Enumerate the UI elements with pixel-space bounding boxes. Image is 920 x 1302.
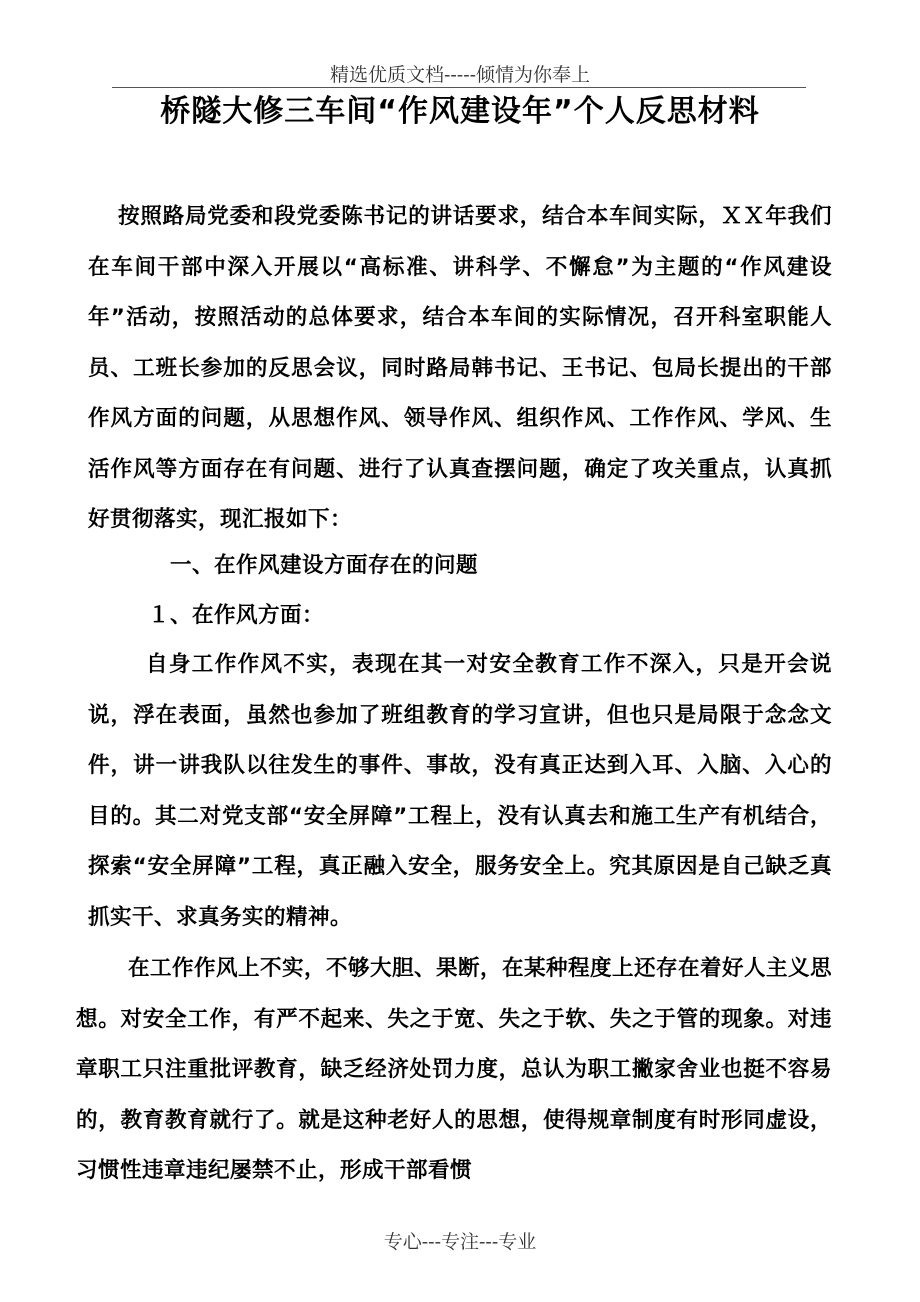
section-heading: 一、在作风建设方面存在的问题 [170, 553, 479, 578]
subsection-heading: １、在作风方面： [148, 603, 325, 628]
page-header: 精选优质文档-----倾情为你奉上 [329, 64, 591, 86]
intro-paragraph: 按照路局党委和段党委陈书记的讲话要求，结合本车间实际，ＸＸ年我们在车间干部中深入开展以“高标准、讲科学、不懈怠”为主题的“作风建设年”活动，按照活动的总体要求，结合本车间的实际情况，召开科室职能人员、工班长参加的反思会议，同时路局韩书记、王书记、包局长提出的干部作风方面的问题，从思想作风、领导作风、组织作风、工作作风、学风、生活作风等方面存在有问题、进行了认真查摆问题，确定了攻关重点，认真抓好贯彻落实，现汇报如下： [88, 204, 832, 532]
body-paragraph-2: 在工作作风上不实，不够大胆、果断，在某种程度上还存在着好人主义思想。对安全工作，有严不起来、失之于宽、失之于软、失之于管的现象。对违章职工只注重批评教育，缺乏经济处罚力度，总认为职工撇家舍业也挺不容易的，教育教育就行了。就是这种老好人的思想，使得规章制度有时形同虚设，习惯性违章违纪屡禁不止，形成干部看惯 [76, 956, 833, 1183]
page-footer: 专心---专注---专业 [383, 1231, 537, 1253]
body-paragraph-1: 自身工作作风不实，表现在其一对安全教育工作不深入，只是开会说说，浮在表面，虽然也参加了班组教育的学习宣讲，但也只是局限于念念文件，讲一讲我队以往发生的事件、事故，没有真正达到入耳、入脑、入心的目的。其二对党支部“安全屏障”工程上，没有认真去和施工生产有机结合，探索“安全屏障”工程，真正融入安全，服务安全上。究其原因是自己缺乏真抓实干、求真务实的精神。 [88, 652, 832, 930]
document-title: 桥隧大修三车间“作风建设年”个人反思材料 [160, 94, 760, 129]
